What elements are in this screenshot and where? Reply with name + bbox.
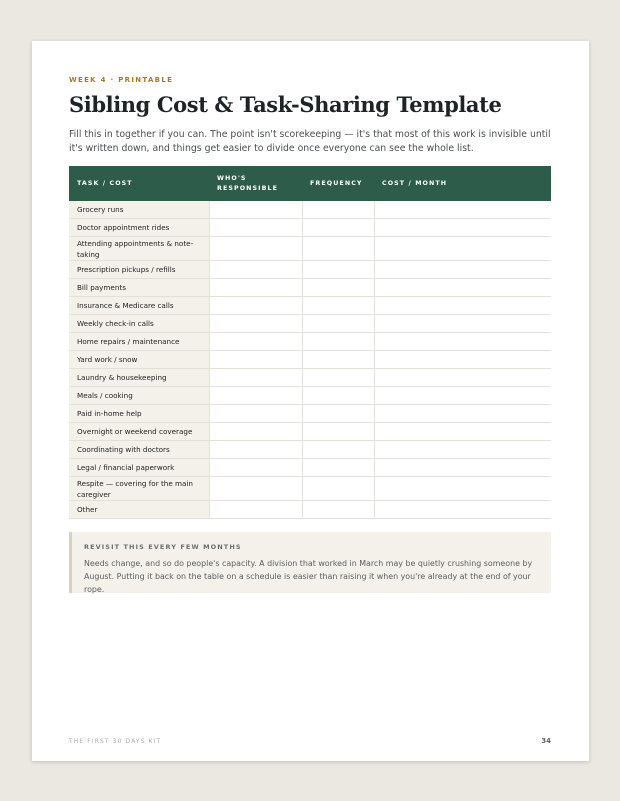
- table-row: [69, 387, 551, 405]
- frequency-cell: [302, 333, 374, 351]
- cost-month-cell: [374, 501, 551, 519]
- table-row: [69, 315, 551, 333]
- frequency-cell: [302, 297, 374, 315]
- header-frequency: FREQUENCY: [302, 166, 374, 201]
- whos-responsible-cell: [209, 423, 302, 441]
- whos-responsible-cell: [209, 279, 302, 297]
- whos-responsible-cell: [209, 333, 302, 351]
- table-row: [69, 201, 551, 219]
- cost-month-cell: [374, 369, 551, 387]
- task-label: Legal / financial paperwork: [69, 459, 209, 477]
- task-label: Meals / cooking: [69, 387, 209, 405]
- header-cost-month: COST / MONTH: [374, 166, 551, 201]
- frequency-cell: [302, 387, 374, 405]
- cost-month-cell: [374, 423, 551, 441]
- page-number: 34: [541, 737, 551, 745]
- cost-month-cell: [374, 261, 551, 279]
- section-eyebrow: WEEK 4 · PRINTABLE: [69, 76, 174, 84]
- table-row: [69, 477, 551, 501]
- header-whos-responsible: WHO'S RESPONSIBLE: [209, 166, 302, 201]
- frequency-cell: [302, 423, 374, 441]
- whos-responsible-cell: [209, 297, 302, 315]
- task-label: Yard work / snow: [69, 351, 209, 369]
- frequency-cell: [302, 219, 374, 237]
- table-row: [69, 279, 551, 297]
- frequency-cell: [302, 351, 374, 369]
- whos-responsible-cell: [209, 501, 302, 519]
- frequency-cell: [302, 501, 374, 519]
- table-row: [69, 219, 551, 237]
- table-row: [69, 459, 551, 477]
- cost-month-cell: [374, 405, 551, 423]
- whos-responsible-cell: [209, 369, 302, 387]
- frequency-cell: [302, 201, 374, 219]
- whos-responsible-cell: [209, 237, 302, 261]
- cost-month-cell: [374, 441, 551, 459]
- frequency-cell: [302, 315, 374, 333]
- header-task-cost: TASK / COST: [69, 166, 209, 201]
- frequency-cell: [302, 459, 374, 477]
- footer-kit-name: THE FIRST 30 DAYS KIT: [69, 738, 162, 745]
- frequency-cell: [302, 279, 374, 297]
- table-row: [69, 351, 551, 369]
- frequency-cell: [302, 477, 374, 501]
- whos-responsible-cell: [209, 201, 302, 219]
- cost-month-cell: [374, 237, 551, 261]
- whos-responsible-cell: [209, 351, 302, 369]
- whos-responsible-cell: [209, 315, 302, 333]
- table-row: [69, 333, 551, 351]
- task-label: Other: [69, 501, 209, 519]
- task-label: Laundry & housekeeping: [69, 369, 209, 387]
- whos-responsible-cell: [209, 387, 302, 405]
- cost-month-cell: [374, 351, 551, 369]
- whos-responsible-cell: [209, 441, 302, 459]
- frequency-cell: [302, 441, 374, 459]
- note-body: Needs change, and so do people's capacity. A division that worked in March may be quietly crushing someone by August. Putting it back on the table on a schedule is easier than raising it when you're already at the end of your rope.: [84, 559, 533, 594]
- task-label: Doctor appointment rides: [69, 219, 209, 237]
- task-label: Prescription pickups / refills: [69, 261, 209, 279]
- revisit-note: [69, 532, 551, 593]
- task-label: Attending appointments & note-taking: [69, 237, 209, 261]
- task-label: Home repairs / maintenance: [69, 333, 209, 351]
- task-sharing-table: [69, 166, 551, 519]
- task-label: Bill payments: [69, 279, 209, 297]
- task-label: Coordinating with doctors: [69, 441, 209, 459]
- table-row: [69, 423, 551, 441]
- frequency-cell: [302, 237, 374, 261]
- cost-month-cell: [374, 459, 551, 477]
- whos-responsible-cell: [209, 459, 302, 477]
- cost-month-cell: [374, 477, 551, 501]
- table-body: [69, 201, 551, 519]
- cost-month-cell: [374, 201, 551, 219]
- cost-month-cell: [374, 333, 551, 351]
- task-label: Respite — covering for the main caregiver: [69, 477, 209, 501]
- task-label: Insurance & Medicare calls: [69, 297, 209, 315]
- task-label: Grocery runs: [69, 201, 209, 219]
- cost-month-cell: [374, 387, 551, 405]
- frequency-cell: [302, 261, 374, 279]
- page-title: Sibling Cost & Task-Sharing Template: [69, 92, 502, 117]
- frequency-cell: [302, 405, 374, 423]
- table-row: [69, 261, 551, 279]
- intro-paragraph: Fill this in together if you can. The point isn't scorekeeping — it's that most of this work is invisible until it's written down, and things get easier to divide once everyone can see the whole list.: [69, 129, 551, 154]
- whos-responsible-cell: [209, 261, 302, 279]
- task-label: Paid in-home help: [69, 405, 209, 423]
- whos-responsible-cell: [209, 477, 302, 501]
- table-row: [69, 237, 551, 261]
- table-header-row: [69, 166, 551, 201]
- table-row: [69, 441, 551, 459]
- cost-month-cell: [374, 297, 551, 315]
- cost-month-cell: [374, 315, 551, 333]
- table-row: [69, 297, 551, 315]
- whos-responsible-cell: [209, 219, 302, 237]
- frequency-cell: [302, 369, 374, 387]
- cost-month-cell: [374, 219, 551, 237]
- printable-page: [32, 41, 589, 761]
- table-row: [69, 369, 551, 387]
- table-row: [69, 405, 551, 423]
- note-title: REVISIT THIS EVERY FEW MONTHS: [84, 543, 242, 551]
- table-row: [69, 501, 551, 519]
- cost-month-cell: [374, 279, 551, 297]
- task-label: Weekly check-in calls: [69, 315, 209, 333]
- whos-responsible-cell: [209, 405, 302, 423]
- task-label: Overnight or weekend coverage: [69, 423, 209, 441]
